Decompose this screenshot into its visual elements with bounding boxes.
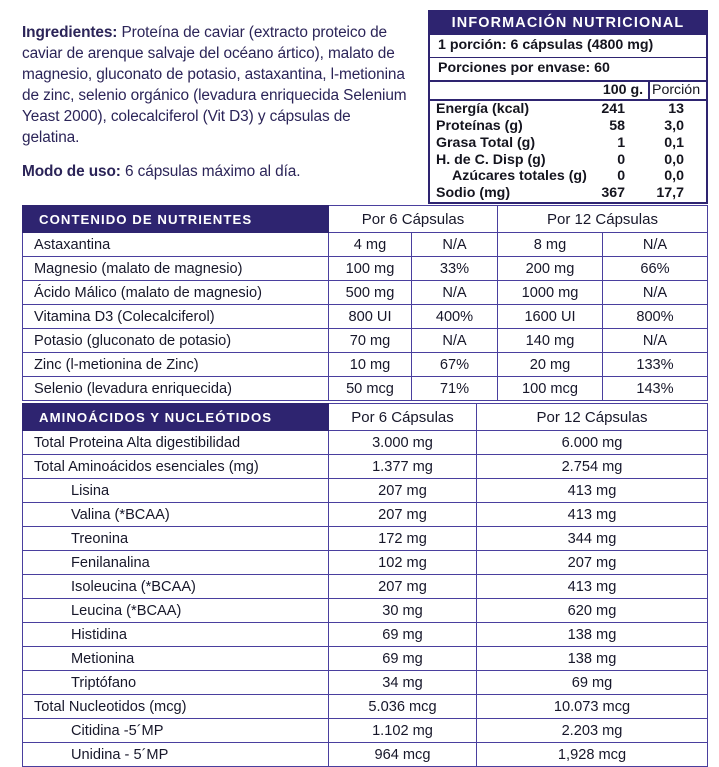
amino-amount-6: 1.102 mg <box>329 719 477 743</box>
nutrient-dv-12: N/A <box>603 329 708 353</box>
nutrient-name: Astaxantina <box>23 233 329 257</box>
table-row <box>23 281 708 305</box>
amino-table-head <box>23 404 708 431</box>
nutrient-name: Selenio (levadura enriquecida) <box>23 377 329 401</box>
nutrition-row-per-100g: 0 <box>617 151 626 168</box>
nutrient-amount-6: 4 mg <box>329 233 412 257</box>
table-row <box>23 377 708 401</box>
nutrient-name: Magnesio (malato de magnesio) <box>23 257 329 281</box>
nutrition-row-name: Proteínas (g) <box>436 118 523 134</box>
nutrition-row-name: Sodio (mg) <box>436 185 511 201</box>
amino-amount-6: 207 mg <box>329 575 477 599</box>
nutrition-facts-table <box>430 82 706 202</box>
usage-paragraph <box>22 161 412 182</box>
amino-amount-12: 138 mg <box>477 623 708 647</box>
nutrition-row-portion: 0,0 <box>664 168 684 185</box>
nutrient-name: Ácido Málico (malato de magnesio) <box>23 281 329 305</box>
amino-amount-6: 5.036 mcg <box>329 695 477 719</box>
amino-amount-6: 30 mg <box>329 599 477 623</box>
nutrient-dv-6: 33% <box>412 257 498 281</box>
amino-amount-6: 34 mg <box>329 671 477 695</box>
nutrition-header-blank <box>430 82 598 101</box>
table-row <box>23 257 708 281</box>
amino-name: Treonina <box>23 527 329 551</box>
amino-amount-12: 2.754 mg <box>477 455 708 479</box>
nutrient-name: Potasio (gluconato de potasio) <box>23 329 329 353</box>
table-row <box>23 719 708 743</box>
ingredients-label: Ingredientes: <box>22 24 118 41</box>
table-row <box>23 305 708 329</box>
amino-name: Total Aminoácidos esenciales (mg) <box>23 455 329 479</box>
amino-name: Leucina (*BCAA) <box>23 599 329 623</box>
amino-amount-12: 2.203 mg <box>477 719 708 743</box>
nutrition-row-name: Energía (kcal) <box>436 101 530 118</box>
amino-name: Unidina - 5´MP <box>23 743 329 767</box>
table-row <box>23 623 708 647</box>
amino-name: Valina (*BCAA) <box>23 503 329 527</box>
nutrient-dv-6: 400% <box>412 305 498 329</box>
amino-acids-table <box>22 403 708 767</box>
amino-amount-12: 413 mg <box>477 479 708 503</box>
amino-header-per-12: Por 12 Cápsulas <box>477 404 708 431</box>
nutrition-row-portion: 0,0 <box>664 151 684 168</box>
amino-name: Fenilanalina <box>23 551 329 575</box>
amino-amount-6: 69 mg <box>329 623 477 647</box>
table-row <box>23 647 708 671</box>
amino-amount-12: 138 mg <box>477 647 708 671</box>
nutrition-row-per-100g: 367 <box>601 185 626 201</box>
nutrient-amount-12: 20 mg <box>498 353 603 377</box>
amino-amount-12: 413 mg <box>477 503 708 527</box>
nutrition-facts-row <box>430 168 706 185</box>
nutrition-row-name: Azúcares totales (g) <box>452 168 587 185</box>
amino-amount-12: 6.000 mg <box>477 431 708 455</box>
amino-amount-12: 620 mg <box>477 599 708 623</box>
nutrient-dv-12: 66% <box>603 257 708 281</box>
nutrition-row-per-100g: 1 <box>617 134 626 151</box>
amino-name: Triptófano <box>23 671 329 695</box>
table-row <box>23 479 708 503</box>
nutrient-dv-6: 71% <box>412 377 498 401</box>
nutrient-amount-6: 800 UI <box>329 305 412 329</box>
nutrition-facts-row <box>430 135 706 152</box>
nutrient-dv-12: 143% <box>603 377 708 401</box>
table-row <box>23 551 708 575</box>
ingredients-paragraph <box>22 22 412 148</box>
table-row <box>23 353 708 377</box>
nutrition-row-portion: 0,1 <box>664 134 684 151</box>
nutrition-row-name: H. de C. Disp (g) <box>436 151 546 168</box>
table-row <box>23 329 708 353</box>
nutrition-facts-panel <box>428 10 708 204</box>
amino-amount-6: 172 mg <box>329 527 477 551</box>
nutrient-amount-12: 200 mg <box>498 257 603 281</box>
amino-amount-12: 10.073 mcg <box>477 695 708 719</box>
amino-amount-12: 69 mg <box>477 671 708 695</box>
nutrition-row-portion: 13 <box>668 101 684 118</box>
nutrient-dv-12: 800% <box>603 305 708 329</box>
nutrient-dv-6: N/A <box>412 329 498 353</box>
nutrient-dv-6: N/A <box>412 233 498 257</box>
table-row <box>23 695 708 719</box>
nutrition-facts-row <box>430 100 706 118</box>
nutrition-facts-row <box>430 152 706 169</box>
nutrient-amount-12: 1600 UI <box>498 305 603 329</box>
amino-amount-12: 344 mg <box>477 527 708 551</box>
nutrient-amount-12: 140 mg <box>498 329 603 353</box>
amino-amount-6: 3.000 mg <box>329 431 477 455</box>
servings-per-container-line: Porciones por envase: 60 <box>430 58 706 82</box>
nutrient-table-title: CONTENIDO DE NUTRIENTES <box>23 206 329 233</box>
nutrition-row-portion: 3,0 <box>664 118 684 134</box>
amino-amount-12: 207 mg <box>477 551 708 575</box>
nutrient-dv-12: N/A <box>603 281 708 305</box>
nutrient-dv-6: N/A <box>412 281 498 305</box>
nutrient-dv-12: N/A <box>603 233 708 257</box>
nutrition-facts-row <box>430 185 706 202</box>
table-row <box>23 455 708 479</box>
nutrition-header-per-100g: 100 g. <box>598 82 649 101</box>
nutrient-dv-12: 133% <box>603 353 708 377</box>
nutrient-header-per-12: Por 12 Cápsulas <box>498 206 708 233</box>
amino-name: Histidina <box>23 623 329 647</box>
nutrient-amount-6: 50 mcg <box>329 377 412 401</box>
table-row <box>23 527 708 551</box>
amino-table-title: AMINOÁCIDOS Y NUCLEÓTIDOS <box>23 404 329 431</box>
amino-amount-6: 102 mg <box>329 551 477 575</box>
nutrition-facts-thead <box>430 82 706 101</box>
nutrition-row-name: Grasa Total (g) <box>436 134 536 151</box>
ingredients-text: Proteína de caviar (extracto proteico de caviar de arenque salvaje del océano ártico), malato de magnesio, gluconato de potasio, astaxantina, l-metionina de zinc, selenio orgánico (levadura enriquecida Selenium Yeast 2000), colecalciferol (Vit D3) y cápsulas de gelatina. <box>22 24 407 147</box>
nutrient-content-table <box>22 205 708 401</box>
amino-amount-6: 207 mg <box>329 479 477 503</box>
nutrition-header-portion: Porción <box>649 82 706 101</box>
table-row <box>23 233 708 257</box>
amino-amount-12: 413 mg <box>477 575 708 599</box>
amino-amount-12: 1,928 mcg <box>477 743 708 767</box>
amino-name: Metionina <box>23 647 329 671</box>
amino-name: Lisina <box>23 479 329 503</box>
nutrient-amount-12: 100 mcg <box>498 377 603 401</box>
amino-name: Total Proteina Alta digestibilidad <box>23 431 329 455</box>
nutrition-row-per-100g: 241 <box>601 101 626 118</box>
nutrition-row-per-100g: 58 <box>609 118 626 134</box>
nutrient-amount-12: 1000 mg <box>498 281 603 305</box>
nutrient-table-body <box>23 233 708 401</box>
nutrient-header-per-6: Por 6 Cápsulas <box>329 206 498 233</box>
nutrient-dv-6: 67% <box>412 353 498 377</box>
nutrition-facts-tbody <box>430 100 706 202</box>
amino-amount-6: 964 mcg <box>329 743 477 767</box>
nutrition-row-portion: 17,7 <box>656 185 684 201</box>
nutrition-facts-header-row <box>430 82 706 101</box>
nutrient-amount-6: 70 mg <box>329 329 412 353</box>
amino-name: Citidina -5´MP <box>23 719 329 743</box>
amino-name: Isoleucina (*BCAA) <box>23 575 329 599</box>
amino-name: Total Nucleotidos (mcg) <box>23 695 329 719</box>
nutrient-name: Vitamina D3 (Colecalciferol) <box>23 305 329 329</box>
serving-size-line: 1 porción: 6 cápsulas (4800 mg) <box>430 35 706 58</box>
nutrition-row-per-100g: 0 <box>617 168 626 185</box>
nutrition-facts-row <box>430 118 706 135</box>
nutrient-amount-12: 8 mg <box>498 233 603 257</box>
table-row <box>23 575 708 599</box>
nutrient-name: Zinc (l-metionina de Zinc) <box>23 353 329 377</box>
amino-table-body <box>23 431 708 767</box>
nutrient-table-header-row <box>23 206 708 233</box>
nutrient-amount-6: 10 mg <box>329 353 412 377</box>
table-row <box>23 599 708 623</box>
nutrient-amount-6: 500 mg <box>329 281 412 305</box>
nutrient-table-head <box>23 206 708 233</box>
amino-header-per-6: Por 6 Cápsulas <box>329 404 477 431</box>
nutrition-panel-title: INFORMACIÓN NUTRICIONAL <box>430 12 706 35</box>
usage-label: Modo de uso: <box>22 163 121 181</box>
ingredients-block <box>22 22 412 182</box>
amino-table-header-row <box>23 404 708 431</box>
amino-amount-6: 207 mg <box>329 503 477 527</box>
amino-amount-6: 69 mg <box>329 647 477 671</box>
nutrient-amount-6: 100 mg <box>329 257 412 281</box>
table-row <box>23 503 708 527</box>
amino-amount-6: 1.377 mg <box>329 455 477 479</box>
table-row <box>23 431 708 455</box>
usage-text: 6 cápsulas máximo al día. <box>120 163 301 181</box>
table-row <box>23 743 708 767</box>
table-row <box>23 671 708 695</box>
